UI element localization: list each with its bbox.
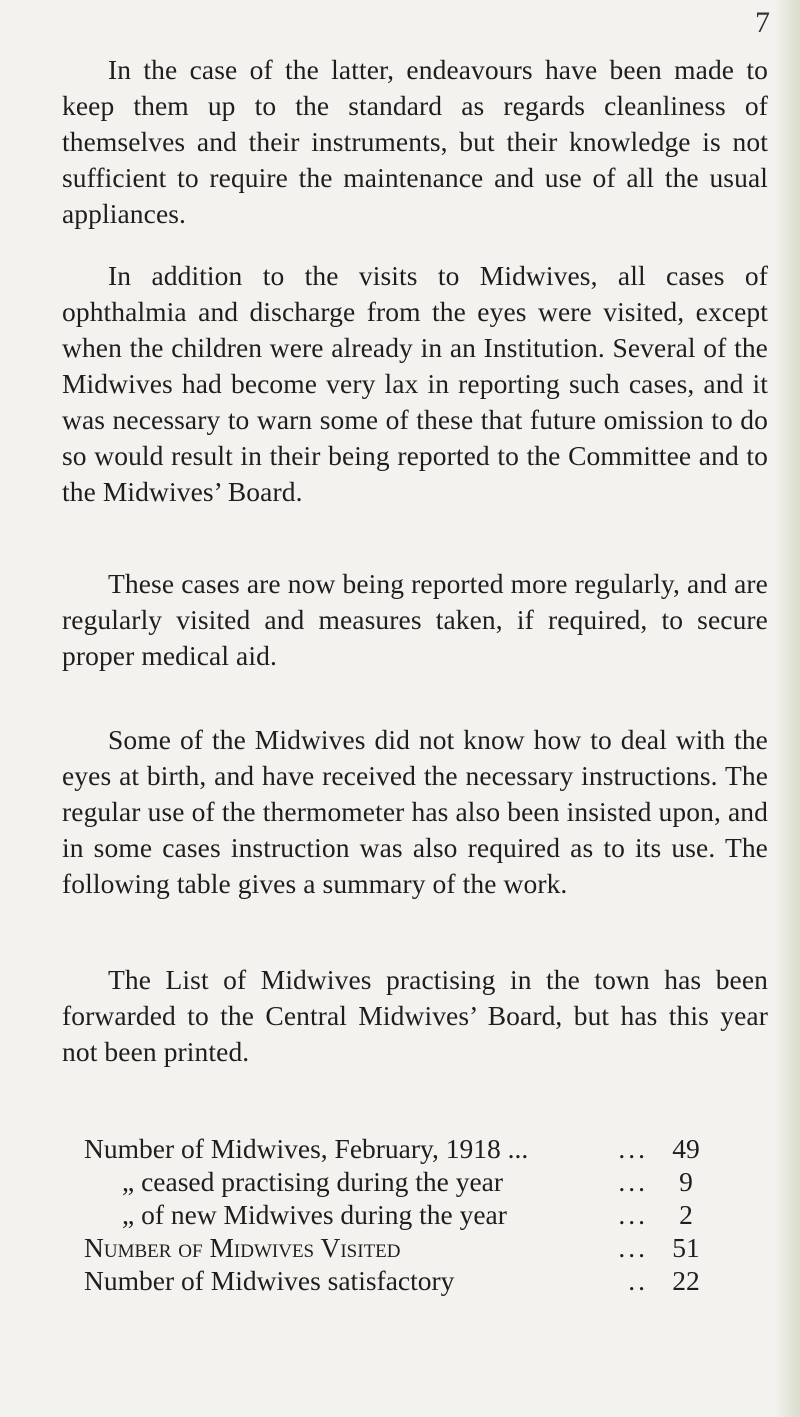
table-row <box>84 1231 704 1264</box>
paragraph-instruction: Some of the Midwives did not know how to deal with the eyes at birth, and have received the necessary instructions. The regular use of the thermometer has also been insisted upon, and in some cases instruction was also required as to its use. The following table gives a summary of the work. <box>62 724 768 899</box>
row-value: 9 <box>679 1166 693 1197</box>
paragraph-midwives-list: The List of Midwives practising in the town has been forwarded to the Central Midwives’ Board, but has this year not been printed. <box>62 964 768 1067</box>
page-edge-shadow <box>774 0 800 1417</box>
paragraph-ophthalmia-visits: In addition to the visits to Midwives, all cases of ophthalmia and discharge from the eyes were visited, except when the children were already in an Institution. Several of the Midwives had become very lax in reporting such cases, and it was necessary to warn some of these that future omission to do so would result in their being reported to the Committee and to the Midwives’ Board. <box>62 260 768 507</box>
table-row <box>84 1264 704 1297</box>
row-value: 51 <box>672 1232 700 1263</box>
row-label: Number of Midwives, February, 1918 ... <box>84 1133 529 1164</box>
leader-dots: .. <box>628 1265 648 1296</box>
midwives-summary-table <box>84 1132 704 1297</box>
leader-dots: ... <box>618 1199 648 1230</box>
row-label: „ ceased practising during the year <box>122 1166 504 1197</box>
row-value: 2 <box>679 1199 693 1230</box>
row-label: „ of new Midwives during the year <box>122 1199 507 1230</box>
leader-dots: ... <box>618 1232 648 1263</box>
row-value: 22 <box>672 1265 700 1296</box>
leader-dots: ... <box>618 1133 648 1164</box>
table-row <box>84 1165 704 1198</box>
leader-dots: ... <box>618 1166 648 1197</box>
row-label: Number of Midwives satisfactory <box>84 1265 455 1296</box>
page-number: 7 <box>755 6 770 39</box>
row-value: 49 <box>672 1133 700 1164</box>
paragraph-cleanliness: In the case of the latter, endeavours have been made to keep them up to the standard as regards cleanliness of themselves and their instruments, but their knowledge is not sufficient to require the maintenance and use of all the usual appliances. <box>62 54 768 229</box>
row-label: Number of Midwives Visited <box>84 1232 401 1263</box>
table-row <box>84 1132 704 1165</box>
paragraph-cases-reported: These cases are now being reported more regularly, and are regularly visited and measures taken, if required, to secure proper medical aid. <box>62 568 768 671</box>
table-row <box>84 1198 704 1231</box>
